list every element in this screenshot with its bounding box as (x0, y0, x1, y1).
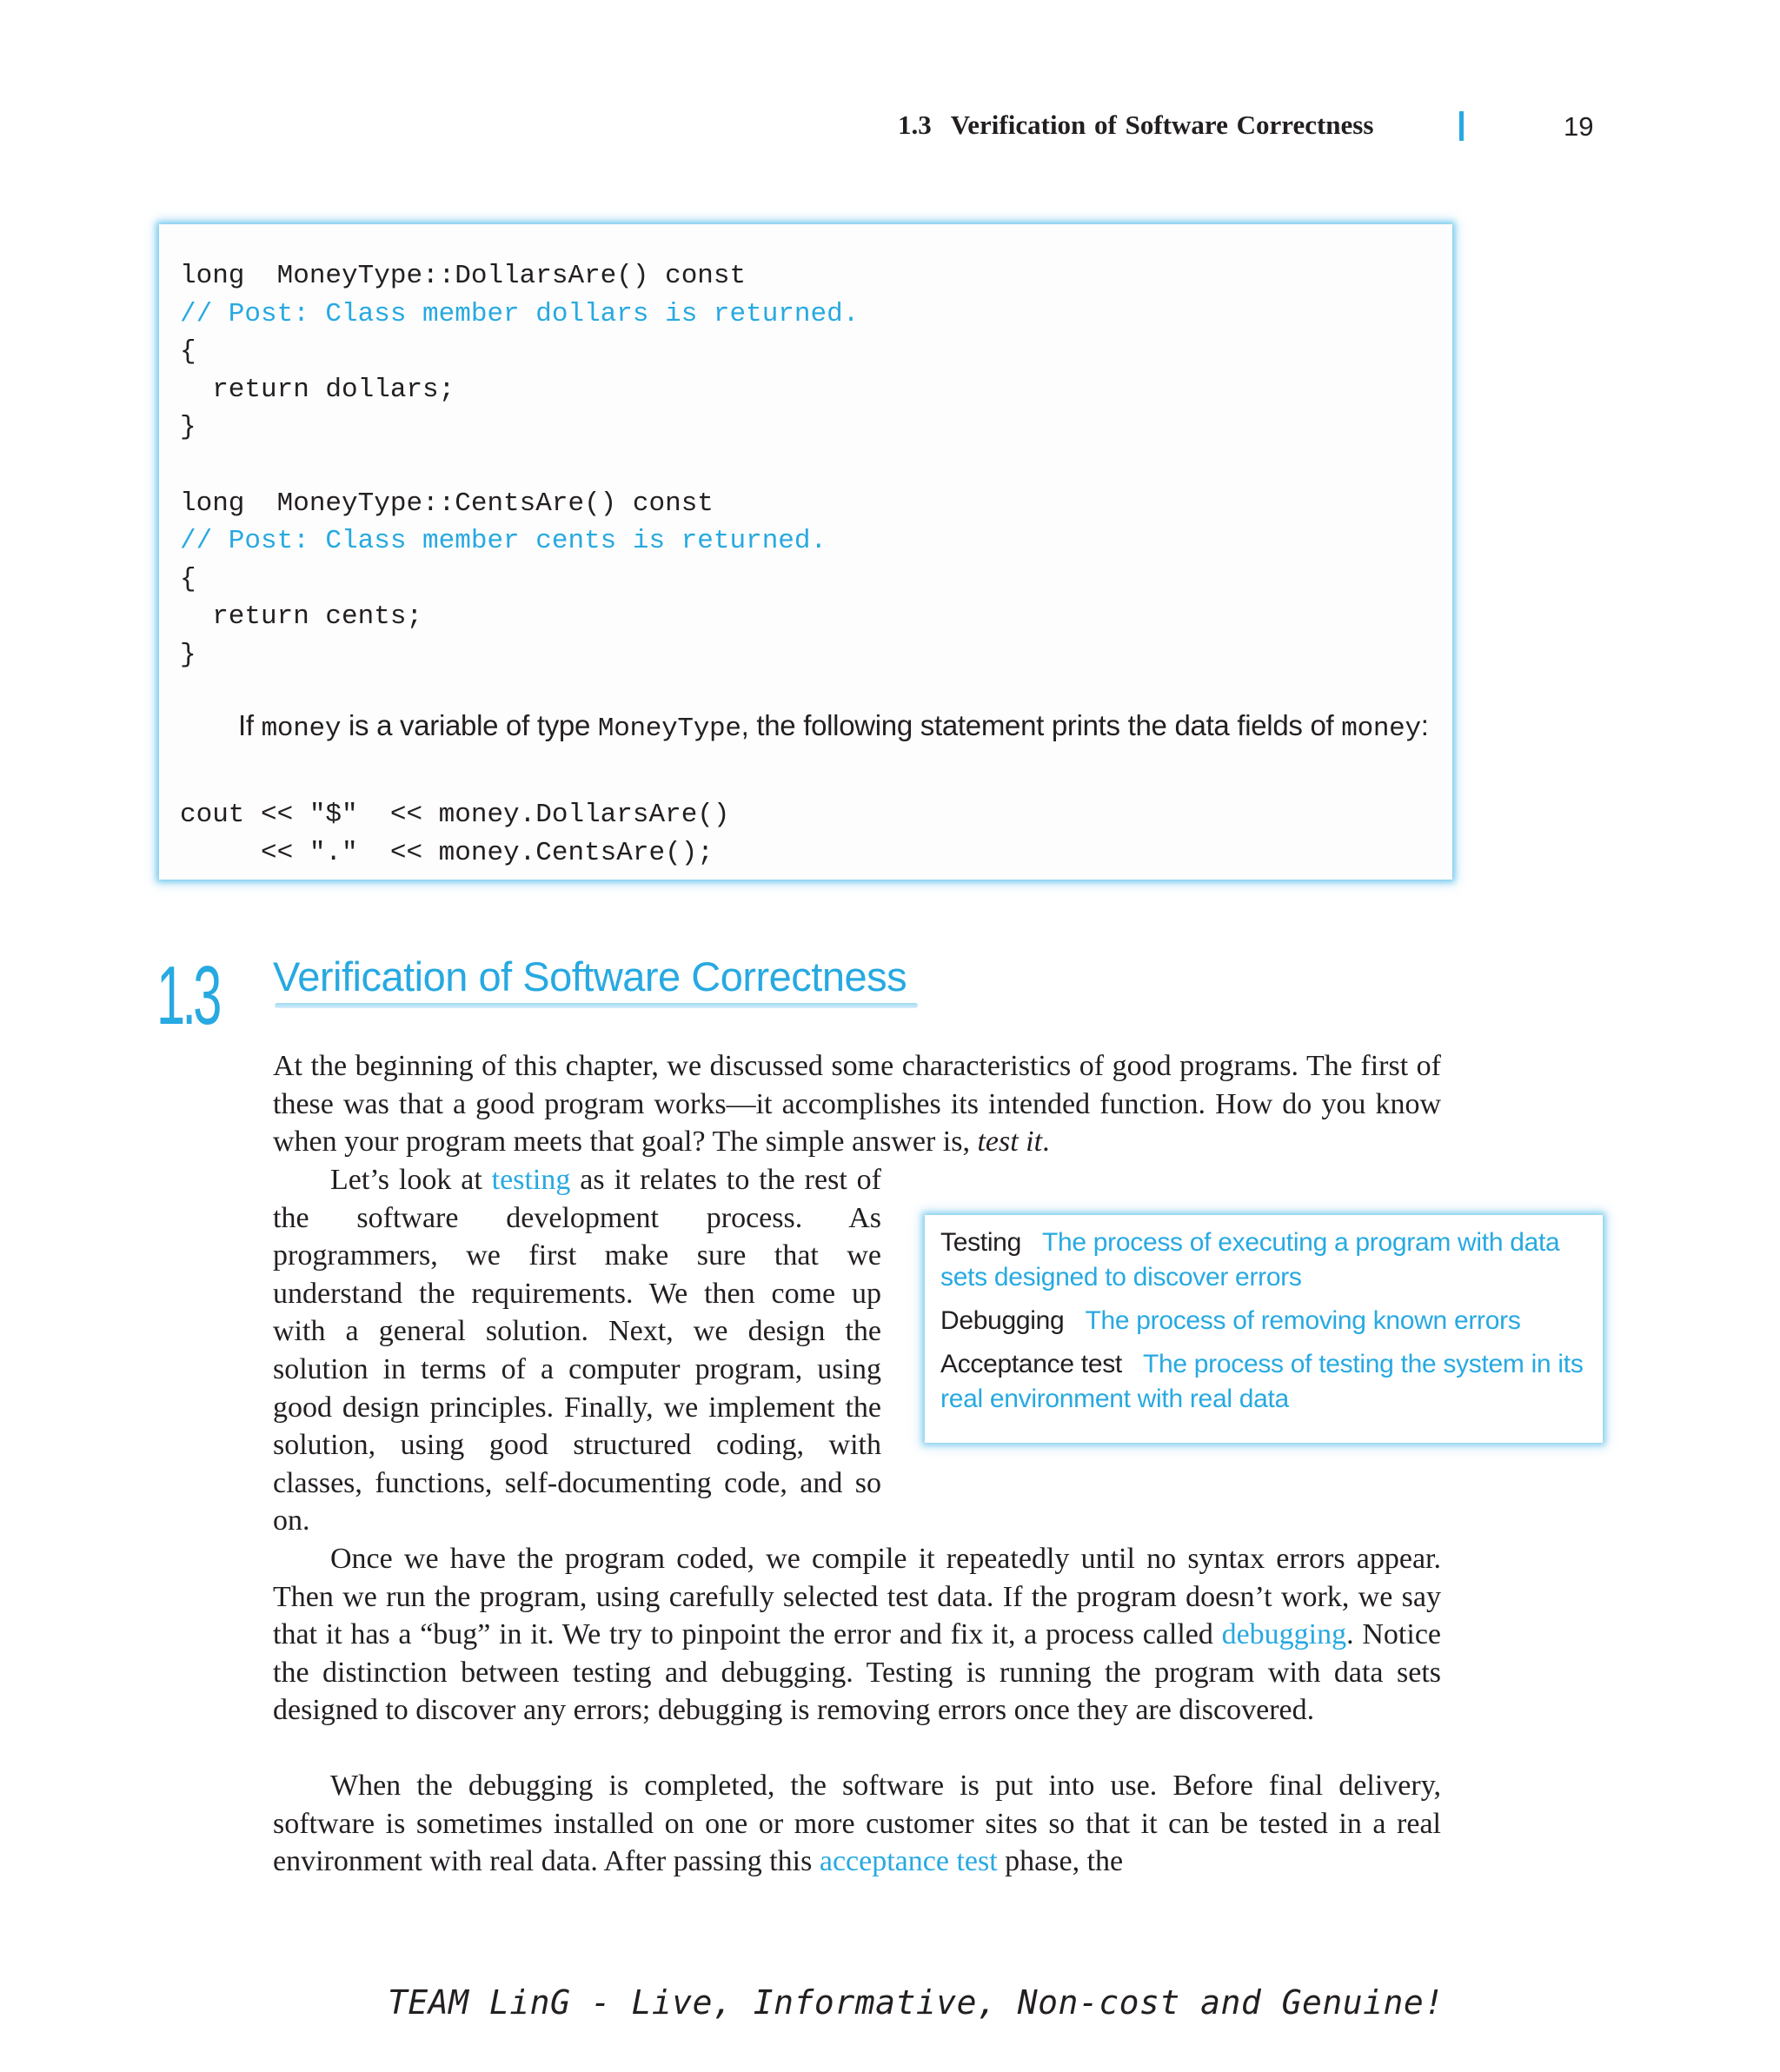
glossary-term-link: acceptance test (819, 1845, 998, 1878)
glossary-definition: The process of testing the system in its real environment with real data (940, 1350, 1584, 1413)
code-line: } (180, 639, 196, 670)
header-section-title: Verification of Software Correctness (950, 110, 1374, 140)
footer-watermark: TEAM LinG - Live, Informative, Non-cost and Genuine! (388, 1983, 1445, 2022)
emphasis-text: test it (977, 1126, 1043, 1159)
glossary-entry (940, 1225, 1587, 1295)
paragraph-text: . (1042, 1126, 1050, 1159)
prose-text: is a variable of type (341, 709, 598, 741)
paragraph-text: Once we have the program coded, we compile it repeatedly until no syntax errors appear. Then we run the program, using carefully selected test data. If the program doesn’t work, we say that it has a “bug” in it. We try to pinpoint the error and fix it, a process called (273, 1543, 1441, 1651)
code-line: { (180, 563, 196, 594)
code-line: { (180, 336, 196, 368)
paragraph-text: When the debugging is completed, the software is put into use. Before final delivery, software is sometimes installed on one or more customer sites so that it can be tested in a real environment with real data. After passing this (273, 1770, 1441, 1878)
glossary-term-link: debugging (1221, 1618, 1347, 1651)
glossary-term: Testing (940, 1228, 1021, 1257)
inline-code: money (261, 714, 342, 744)
prose-text: , the following statement prints the data fields of (741, 709, 1342, 741)
code-comment: // Post: Class member dollars is returned. (180, 298, 860, 329)
paragraph-text: Let’s look at (330, 1164, 492, 1196)
code-line: cout << "$" << money.DollarsAre() (180, 800, 730, 830)
code-line: } (180, 412, 196, 443)
prose-text: If (238, 709, 262, 741)
paragraph-acceptance (273, 1767, 1441, 1881)
code-line: return cents; (180, 601, 423, 633)
glossary-definition: The process of removing known errors (1085, 1306, 1521, 1335)
section-heading: Verification of Software Correctness (273, 953, 907, 999)
inline-code: money (1341, 714, 1421, 744)
paragraph-testing (273, 1161, 881, 1540)
running-header (898, 110, 1373, 141)
page-number: 19 (1564, 111, 1594, 142)
code-line: long MoneyType::DollarsAre() const (180, 261, 747, 291)
inline-code: MoneyType (597, 714, 741, 744)
prose-text: : (1420, 709, 1429, 741)
code-block-cout (180, 796, 730, 872)
paragraph-text: . Notice the distinction between testing and debugging. Testing is running the program with data sets designed to discover any errors; debugging is removing errors once they are discovered. (273, 1618, 1441, 1727)
glossary-term-link: testing (491, 1164, 571, 1196)
glossary-entry (940, 1304, 1587, 1338)
glossary-entry (940, 1347, 1587, 1417)
glossary-term: Debugging (940, 1306, 1065, 1335)
glossary-sidebar (925, 1215, 1603, 1443)
paragraph-text: At the beginning of this chapter, we discussed some characteristics of good programs. The first of these was that a good program works—it accomplishes its intended function. How do you know when your program meets that goal? The simple answer is, (273, 1050, 1441, 1159)
code-explanation (238, 709, 1438, 744)
section-heading-underline (275, 1003, 918, 1008)
code-block-accessors (180, 257, 859, 674)
code-line: long MoneyType::CentsAre() const (180, 488, 714, 519)
glossary-term: Acceptance test (940, 1350, 1122, 1378)
code-comment: // Post: Class member cents is returned. (180, 526, 827, 557)
header-section-number: 1.3 (898, 110, 932, 140)
paragraph-intro (273, 1047, 1441, 1161)
glossary-definition: The process of executing a program with data sets designed to discover errors (940, 1228, 1560, 1292)
header-divider (1459, 111, 1464, 141)
code-line: return dollars; (180, 374, 455, 405)
section-number: 1.3 (156, 949, 219, 1042)
code-example-box (159, 224, 1452, 880)
paragraph-text: as it relates to the rest of the software development process. As programmers, we first make sure that we understand the requirements. We then come up with a general solution. Next, we design the solution in terms of a computer program, using good design principles. Finally, we implement the solution, using good structured coding, with classes, functions, self-documenting code, and so on. (273, 1164, 881, 1537)
paragraph-text: phase, the (997, 1845, 1124, 1878)
paragraph-debugging (273, 1540, 1441, 1730)
code-line: << "." << money.CentsAre(); (180, 837, 714, 868)
